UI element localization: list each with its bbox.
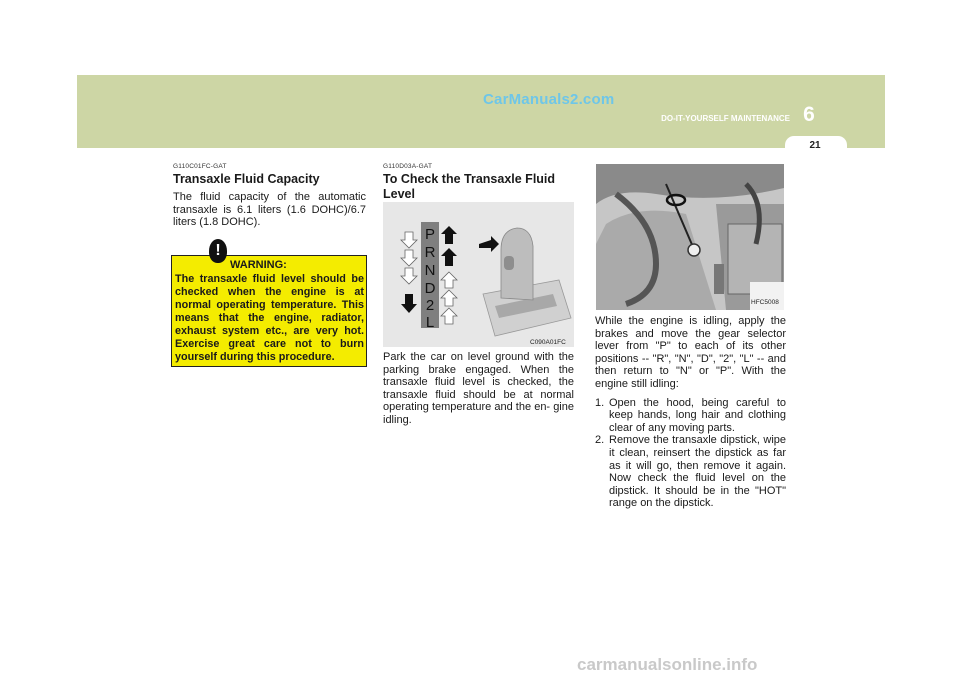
chapter-number: 6 [803, 103, 815, 126]
warning-icon: ! [209, 239, 227, 263]
procedure-steps [595, 397, 786, 510]
step-number: 2. [595, 434, 605, 447]
capacity-section [173, 163, 366, 229]
figure-label: HFC5008 [751, 299, 779, 306]
section-code: G110C01FC-GAT [173, 163, 227, 170]
page-number: 21 [809, 140, 821, 151]
gear-letter-1: R [424, 244, 436, 261]
gear-selector-illustration [383, 202, 574, 347]
gear-letter-0: P [424, 226, 436, 243]
park-car-text: Park the car on level ground with the parking brake engaged. When the transaxle fluid level is checked, the transaxle fluid should be at normal operating temperature and the en- gine idling. [383, 351, 574, 426]
warning-title: WARNING: [230, 259, 287, 271]
watermark: carmanualsonline.info [577, 655, 758, 674]
section-heading: Transaxle Fluid Capacity [173, 172, 320, 186]
capacity-text: The fluid capacity of the automatic transaxle is 6.1 liters (1.6 DOHC)/6.7 liters (1.8 DOHC). [173, 191, 366, 229]
step-text: Remove the transaxle dipstick, wipe it clean, reinsert the dipstick as far as it will go, then remove it again. Now check the fluid level on the dipstick. It should be in the "HOT" range on the dipstick. [609, 434, 786, 510]
site-link[interactable]: CarManuals2.com [483, 91, 615, 108]
section-heading: To Check the Transaxle Fluid Level [383, 172, 556, 201]
procedure-intro: While the engine is idling, apply the brakes and move the gear selector lever from "P" to each of its other positions -- "R", "N", "D", "2", "L" -- and then return to "N" or "P". With the engine still idling: [595, 315, 786, 390]
gear-letter-2: N [424, 262, 436, 279]
engine-bay-photo [596, 164, 784, 310]
section-title: DO-IT-YOURSELF MAINTENANCE [661, 114, 790, 123]
list-item [595, 397, 786, 435]
engine-bay-illustration [596, 164, 784, 310]
header-band [77, 75, 885, 148]
check-level-section [383, 163, 574, 202]
gear-selector-figure [383, 202, 574, 347]
step-number: 1. [595, 396, 605, 409]
section-code: G110D03A-GAT [383, 163, 433, 170]
warning-text: The transaxle fluid level should be checked when the engine is at normal operating temperature. This means that the engine, radiator, exhaust system etc., are very hot. Exercise great care not to burn yourself during this procedure. [175, 273, 364, 363]
idle-procedure-section [595, 315, 786, 510]
gear-letter-3: D [424, 280, 436, 297]
gear-letter-4: 2 [425, 297, 435, 314]
figure-label: C090A01FC [530, 339, 566, 346]
step-text: Open the hood, being careful to keep hands, long hair and clothing clear of any moving parts. [609, 396, 786, 434]
list-item [595, 434, 786, 510]
gear-letter-5: L [425, 314, 435, 331]
